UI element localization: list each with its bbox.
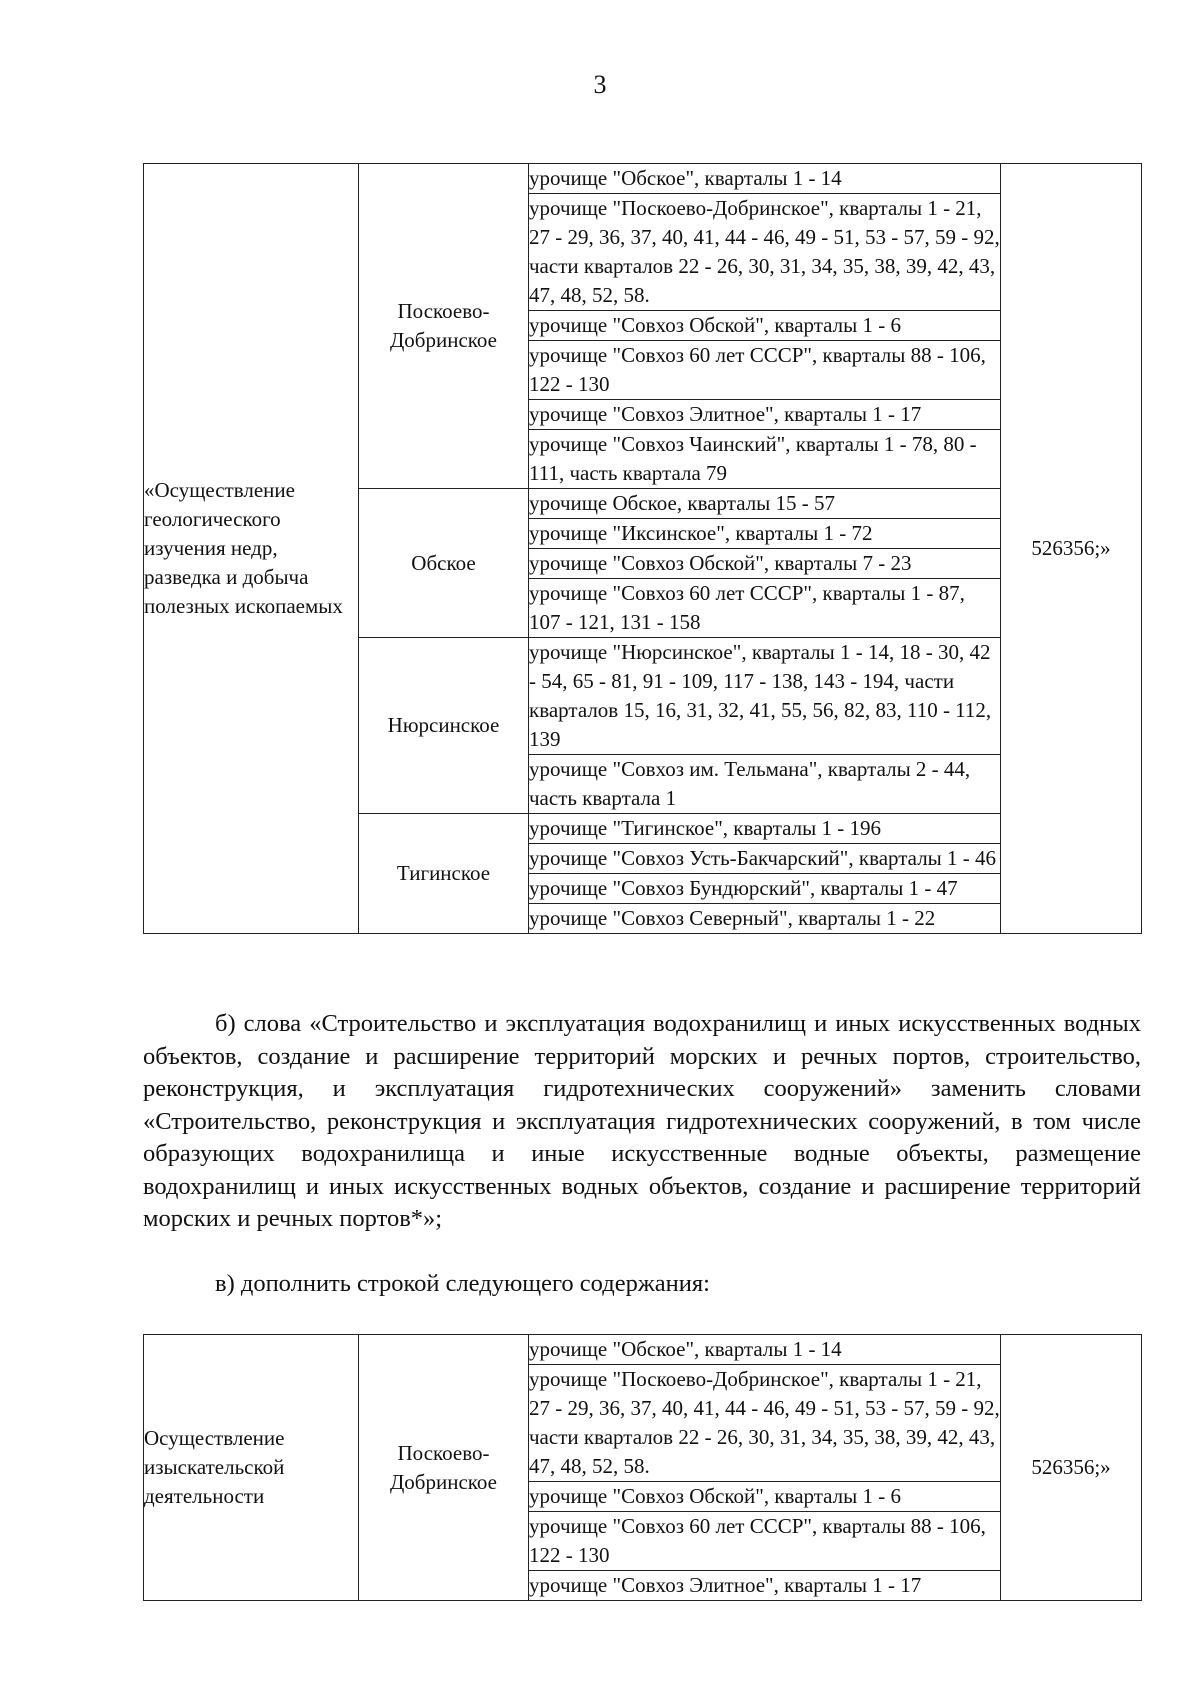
site-cell: урочище "Совхоз Обской", кварталы 1 - 6 xyxy=(529,1482,1001,1512)
site-cell: урочище "Обское", кварталы 1 - 14 xyxy=(529,164,1001,194)
table-row xyxy=(144,1335,1142,1365)
land-use-table-2 xyxy=(143,1334,1142,1601)
site-cell: урочище "Поскоево-Добринское", кварталы 1 - 21, 27 - 29, 36, 37, 40, 41, 44 - 46, 49 - 51, 53 - 57, 59 - 92, части кварталов 22 - 26, 30, 31, 34, 35, 38, 39, 42, 43, 47, 48, 52, 58. xyxy=(529,194,1001,311)
forestry-cell: Обское xyxy=(359,489,529,638)
page-number: 3 xyxy=(593,70,607,99)
site-cell: урочище "Совхоз Северный", кварталы 1 - 22 xyxy=(529,904,1001,934)
amendment-paragraph-v: в) дополнить строкой следующего содержания: xyxy=(215,1270,710,1297)
site-cell: урочище "Совхоз 60 лет СССР", кварталы 88 - 106, 122 - 130 xyxy=(529,341,1001,400)
site-cell: урочище "Совхоз Чаинский", кварталы 1 - 78, 80 - 111, часть квартала 79 xyxy=(529,430,1001,489)
site-cell: урочище "Обское", кварталы 1 - 14 xyxy=(529,1335,1001,1365)
site-cell: урочище "Совхоз 60 лет СССР", кварталы 1 - 87, 107 - 121, 131 - 158 xyxy=(529,579,1001,638)
land-use-table-1 xyxy=(143,163,1142,934)
site-cell: урочище "Совхоз Усть-Бакчарский", кварталы 1 - 46 xyxy=(529,844,1001,874)
code-cell: 526356;» xyxy=(1001,164,1142,934)
table-row xyxy=(144,164,1142,194)
code-cell: 526356;» xyxy=(1001,1335,1142,1601)
site-cell: урочище Обское, кварталы 15 - 57 xyxy=(529,489,1001,519)
site-cell: урочище "Тигинское", кварталы 1 - 196 xyxy=(529,814,1001,844)
site-cell: урочище "Нюрсинское", кварталы 1 - 14, 18 - 30, 42 - 54, 65 - 81, 91 - 109, 117 - 138, 143 - 194, части кварталов 15, 16, 31, 32, 41, 55, 56, 82, 83, 110 - 112, 139 xyxy=(529,638,1001,755)
site-cell: урочище "Совхоз Бундюрский", кварталы 1 - 47 xyxy=(529,874,1001,904)
site-cell: урочище "Совхоз 60 лет СССР", кварталы 88 - 106, 122 - 130 xyxy=(529,1512,1001,1571)
forestry-cell: Тигинское xyxy=(359,814,529,934)
site-cell: урочище "Совхоз Обской", кварталы 1 - 6 xyxy=(529,311,1001,341)
site-cell: урочище "Совхоз Обской", кварталы 7 - 23 xyxy=(529,549,1001,579)
site-cell: урочище "Совхоз Элитное", кварталы 1 - 17 xyxy=(529,1571,1001,1601)
forestry-cell: Нюрсинское xyxy=(359,638,529,814)
site-cell: урочище "Совхоз им. Тельмана", кварталы 2 - 44, часть квартала 1 xyxy=(529,755,1001,814)
site-cell: урочище "Поскоево-Добринское", кварталы 1 - 21, 27 - 29, 36, 37, 40, 41, 44 - 46, 49 - 51, 53 - 57, 59 - 92, части кварталов 22 - 26, 30, 31, 34, 35, 38, 39, 42, 43, 47, 48, 52, 58. xyxy=(529,1365,1001,1482)
forestry-cell: Поскоево-Добринское xyxy=(359,1335,529,1601)
activity-cell: Осуществление изыскательской деятельности xyxy=(144,1335,359,1601)
activity-cell: «Осуществление геологического изучения недр, разведка и добыча полезных ископаемых xyxy=(144,164,359,934)
site-cell: урочище "Иксинское", кварталы 1 - 72 xyxy=(529,519,1001,549)
site-cell: урочище "Совхоз Элитное", кварталы 1 - 17 xyxy=(529,400,1001,430)
forestry-cell: Поскоево-Добринское xyxy=(359,164,529,489)
amendment-paragraph-b: б) слова «Строительство и эксплуатация водохранилищ и иных искусственных водных объектов, создание и расширение территорий морских и речных портов, строительство, реконструкция, и эксплуатация гидротехнических сооружений» заменить словами «Строительство, реконструкция и эксплуатация гидротехнических сооружений, в том числе образующих водохранилища и иные искусственные водные объекты, размещение водохранилищ и иных искусственных водных объектов, создание и расширение территорий морских и речных портов*»; xyxy=(143,1010,1141,1232)
